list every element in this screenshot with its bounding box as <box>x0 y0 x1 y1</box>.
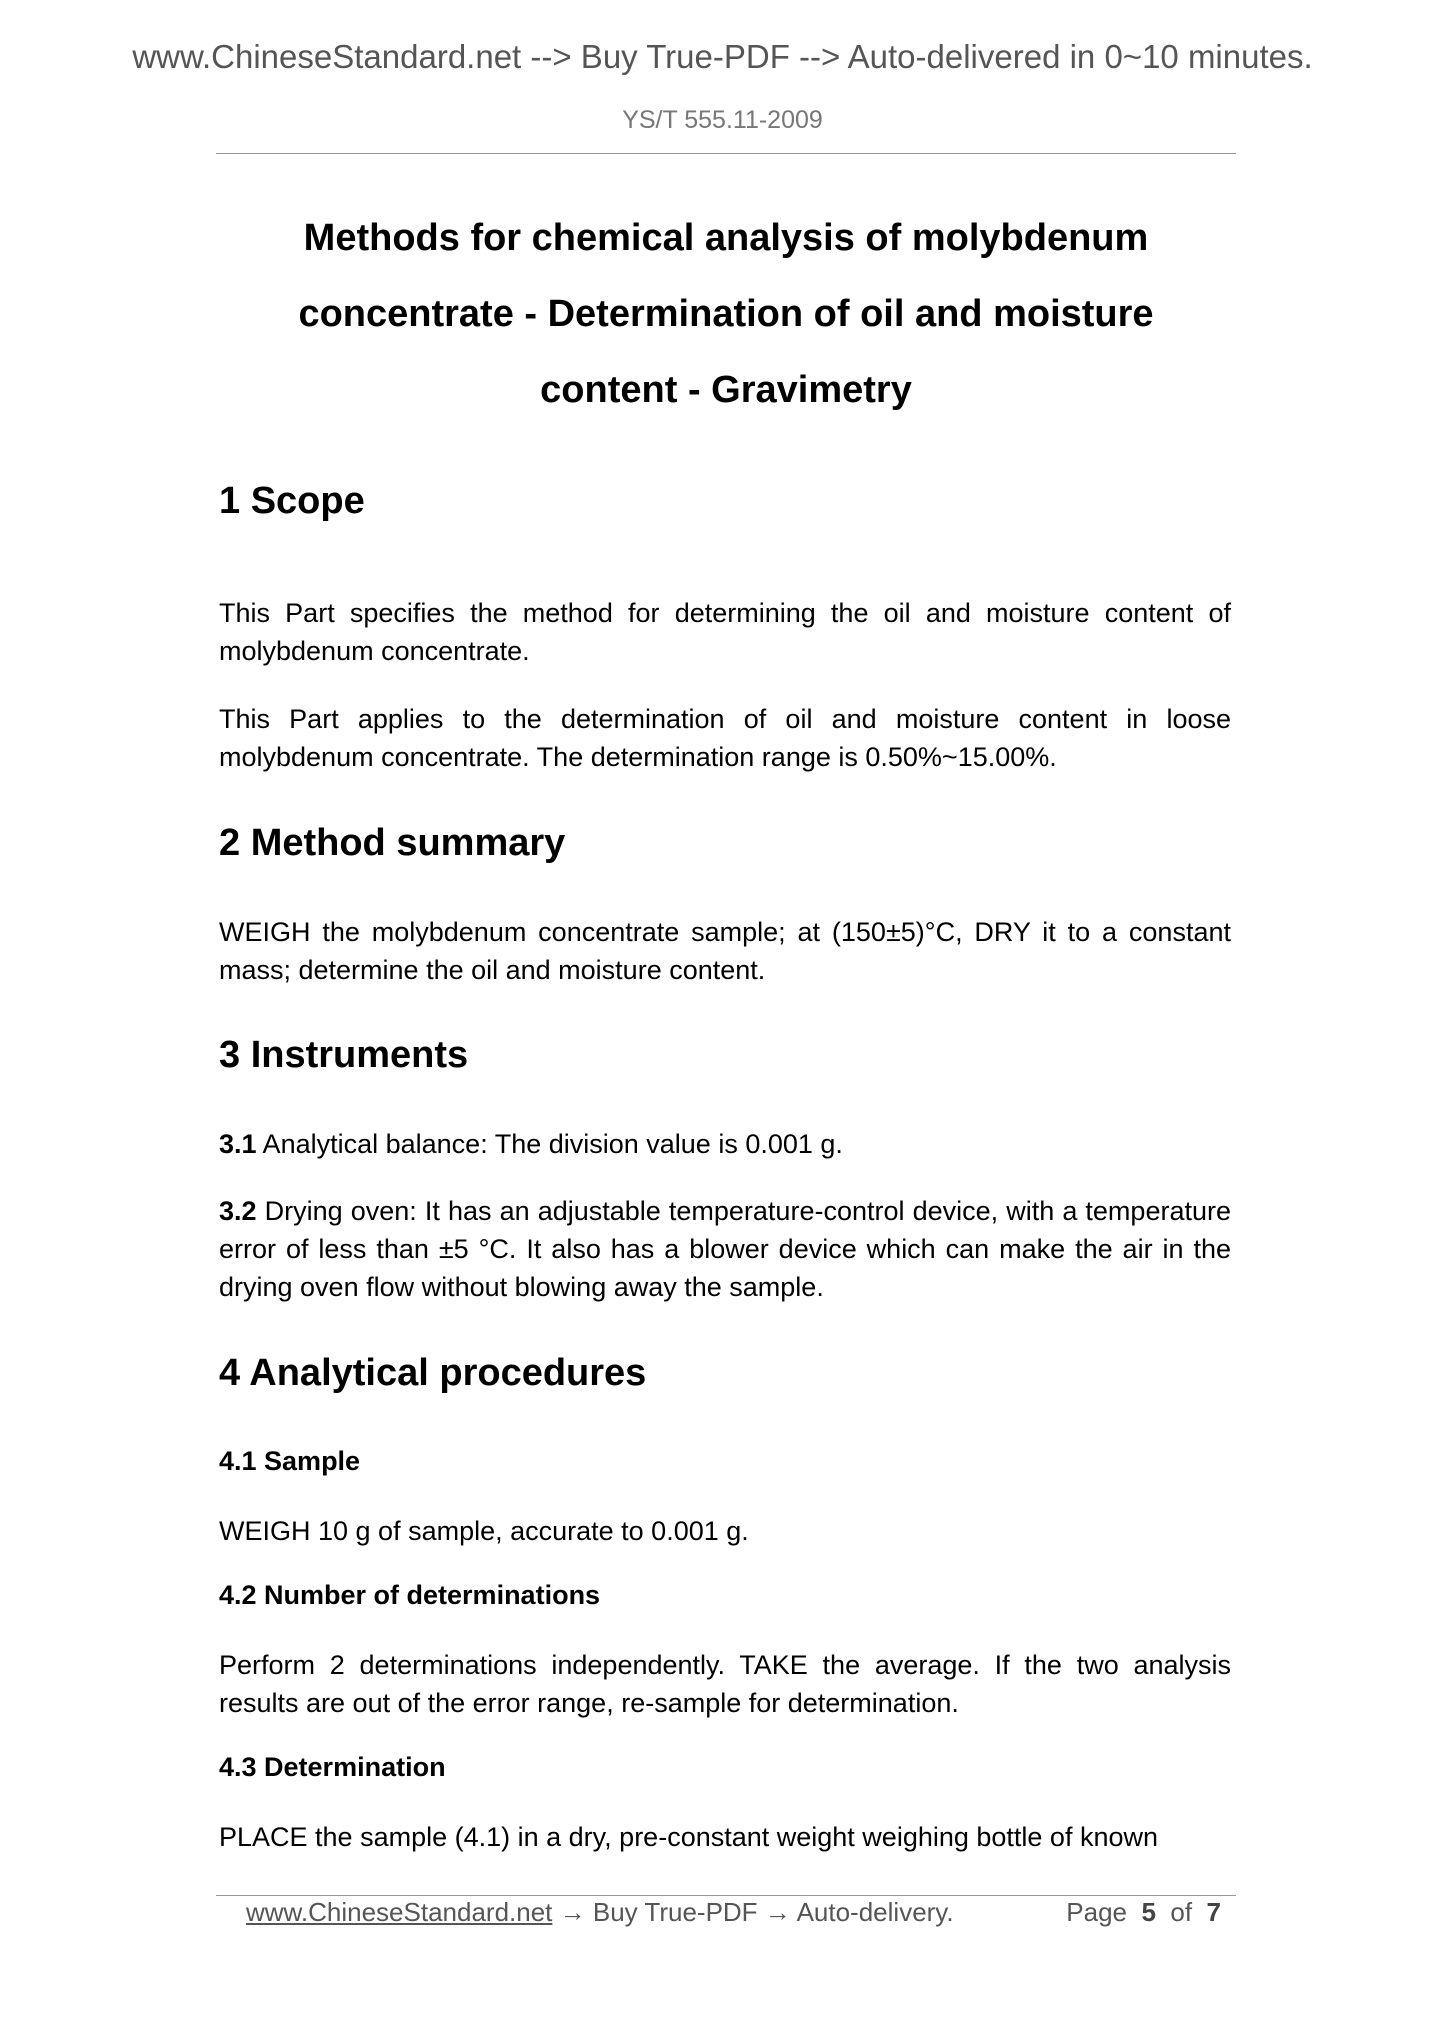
subsection-heading-determination: 4.3 Determination <box>219 1752 446 1782</box>
title-line-3: content - Gravimetry <box>540 369 912 411</box>
document-number: YS/T 555.11-2009 <box>622 106 823 134</box>
scope-paragraph-2: This Part applies to the determination of oil and moisture content in loose molybdenum concentrate. The determination range is 0.50%~15.00%. <box>219 704 1231 772</box>
footer-tagline: → Buy True-PDF → Auto-delivery. <box>552 1897 954 1927</box>
page-number: 5 <box>1141 1897 1156 1927</box>
subsection-heading-number-of-determinations: 4.2 Number of determinations <box>219 1580 601 1610</box>
section-heading-analytical-procedures: 4 Analytical procedures <box>219 1352 647 1394</box>
method-summary-paragraph: WEIGH the molybdenum concentrate sample; at (150±5)°C, DRY it to a constant mass; determine the oil and moisture content. <box>219 917 1231 985</box>
page-label: Page <box>1066 1897 1128 1927</box>
item-number: 3.2 <box>219 1196 257 1226</box>
item-number: 3.1 <box>219 1129 257 1159</box>
scope-paragraph-1: This Part specifies the method for determining the oil and moisture content of molybdenum concentrate. <box>219 598 1231 666</box>
footer-divider <box>216 1895 1236 1896</box>
item-text: Analytical balance: The division value is 0.001 g. <box>256 1129 843 1159</box>
title-line-2: concentrate - Determination of oil and moisture <box>298 293 1154 335</box>
header-divider <box>216 153 1236 154</box>
subsection-heading-sample: 4.1 Sample <box>219 1446 361 1476</box>
section-heading-method-summary: 2 Method summary <box>219 822 566 864</box>
footer-text <box>246 1897 954 1928</box>
sample-paragraph: WEIGH 10 g of sample, accurate to 0.001 g. <box>219 1516 749 1546</box>
title-line-1: Methods for chemical analysis of molybdenum <box>303 217 1149 259</box>
document-title <box>216 200 1236 428</box>
determination-paragraph: PLACE the sample (4.1) in a dry, pre-constant weight weighing bottle of known <box>219 1822 1159 1852</box>
of-label: of <box>1170 1897 1193 1927</box>
instrument-item-3-1 <box>219 1125 1231 1163</box>
item-text: Drying oven: It has an adjustable temperature-control device, with a temperature error of less than ±5 °C. It also has a blower device which can make the air in the drying oven flow without blowing away the sample. <box>219 1196 1231 1302</box>
number-of-determinations-paragraph: Perform 2 determinations independently. TAKE the average. If the two analysis results are out of the error range, re-sample for determination. <box>219 1650 1231 1718</box>
section-heading-instruments: 3 Instruments <box>219 1034 469 1076</box>
page-indicator <box>1066 1897 1221 1928</box>
page-total: 7 <box>1206 1897 1221 1927</box>
top-banner: www.ChineseStandard.net --> Buy True-PDF --> Auto-delivered in 0~10 minutes. <box>132 38 1313 75</box>
footer-site-link[interactable]: www.ChineseStandard.net <box>246 1897 553 1927</box>
instrument-item-3-2 <box>219 1192 1231 1306</box>
section-heading-scope: 1 Scope <box>219 480 365 522</box>
